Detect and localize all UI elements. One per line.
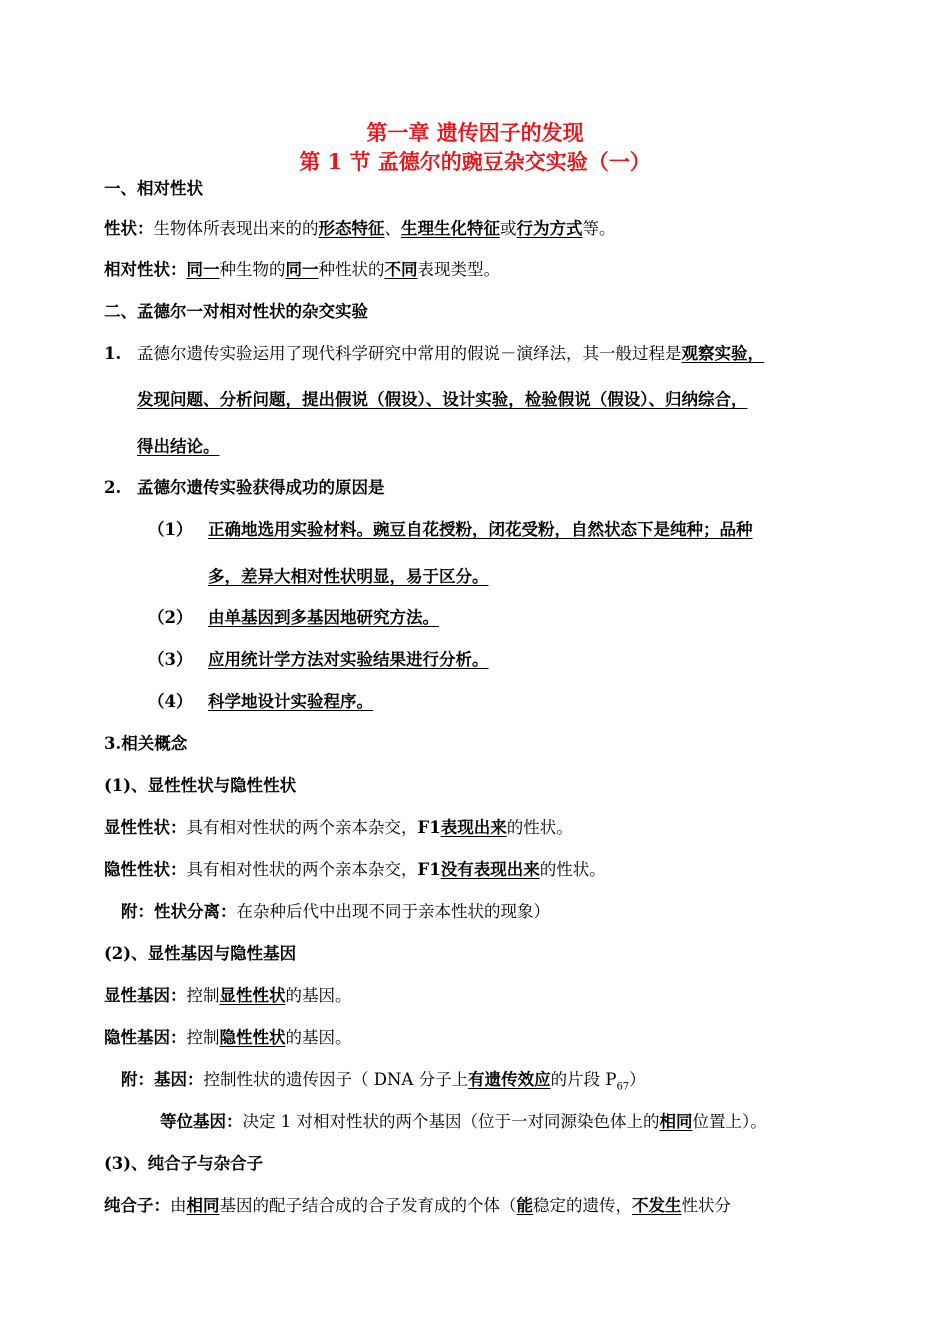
relative-trait-definition	[104, 259, 500, 281]
subheading-genes: (2)、显性基因与隐性基因	[104, 944, 297, 963]
key-term: 相同	[186, 1196, 220, 1215]
text: 、	[384, 219, 401, 238]
text: 基因的配子结合成的合子发育成的个体（	[219, 1196, 517, 1215]
term-label: 显性基因：	[104, 986, 187, 1005]
dominant-gene-definition	[104, 985, 352, 1007]
text: 控制	[186, 1028, 220, 1047]
subheading-traits: (1)、显性性状与隐性性状	[104, 776, 297, 795]
trait-definition	[104, 218, 616, 240]
recessive-gene-definition	[104, 1027, 352, 1049]
text: 的基因。	[285, 1028, 352, 1047]
homozygote-definition	[104, 1195, 731, 1217]
page-subscript: 67	[616, 1081, 630, 1093]
method-line-2: 发现问题、分析问题，提出假说（假设）、设计实验，检验假说（假设）、归纳综合，	[137, 390, 748, 409]
text: 等。	[582, 219, 616, 238]
text: 控制	[186, 986, 220, 1005]
term-label: 等位基因：	[160, 1112, 243, 1131]
text: 性状分	[681, 1196, 731, 1215]
reason-text: 科学地设计实验程序。	[208, 692, 373, 711]
reason-number: （4）	[148, 692, 193, 711]
key-term: 隐性性状	[219, 1028, 286, 1047]
subheading-zygotes: (3)、纯合子与杂合子	[104, 1154, 264, 1173]
method-line-3: 得出结论。	[137, 437, 220, 456]
text: ）	[629, 1070, 646, 1089]
text: 种性状的	[318, 260, 385, 279]
text: 稳定的遗传，	[533, 1196, 632, 1215]
success-reasons-intro: 孟德尔遗传实验获得成功的原因是	[137, 478, 385, 497]
term-label: 附：基因：	[121, 1070, 204, 1089]
dominant-trait-definition	[104, 817, 573, 839]
text: 的片段 P	[550, 1070, 617, 1089]
text: 孟德尔遗传实验运用了现代科学研究中常用的假说－演绎法，其一般过程是	[137, 344, 682, 363]
section-title: 第 1 节 孟德尔的豌豆杂交实验（一）	[299, 149, 651, 174]
generation-label: F1	[417, 818, 441, 837]
key-term: 同一	[186, 260, 220, 279]
key-term: 表现出来	[440, 818, 507, 837]
text: 具有相对性状的两个亲本杂交，	[186, 860, 418, 879]
text: 位置上）。	[692, 1112, 767, 1131]
key-term: 显性性状	[219, 986, 286, 1005]
key-term: 有遗传效应	[468, 1070, 551, 1089]
heading-relative-traits: 一、相对性状	[104, 179, 203, 198]
reason-number: （2）	[148, 608, 193, 627]
key-term: 观察实验，	[681, 344, 764, 363]
reason-text: 由单基因到多基因地研究方法。	[208, 608, 439, 627]
item-number: 1.	[104, 344, 122, 363]
text: 具有相对性状的两个亲本杂交，	[186, 818, 418, 837]
key-term: 相同	[659, 1112, 693, 1131]
chapter-title: 第一章 遗传因子的发现	[366, 120, 584, 145]
term-label: 相对性状：	[104, 260, 187, 279]
reason-number: （1）	[148, 520, 193, 539]
text: 种生物的	[219, 260, 286, 279]
text: 或	[500, 219, 517, 238]
term-label: 隐性性状：	[104, 860, 187, 879]
term-label: 纯合子：	[104, 1196, 170, 1215]
term-label: 隐性基因：	[104, 1028, 187, 1047]
reason-text: 应用统计学方法对实验结果进行分析。	[208, 650, 489, 669]
recessive-trait-definition	[104, 859, 606, 881]
reason-number: （3）	[148, 650, 193, 669]
reason-text-continued: 多，差异大相对性状明显，易于区分。	[208, 567, 489, 586]
reason-text: 正确地选用实验材料。豌豆自花授粉，闭花受粉，自然状态下是纯种；品种	[208, 520, 753, 539]
text: 决定 1 对相对性状的两个基因（位于一对同源染色体上的	[242, 1112, 660, 1131]
heading-concepts: 3.相关概念	[104, 734, 188, 753]
key-term: 形态特征	[318, 219, 385, 238]
text: 的基因。	[285, 986, 352, 1005]
heading-hybrid-experiment: 二、孟德尔一对相对性状的杂交实验	[104, 302, 368, 321]
key-term: 同一	[285, 260, 319, 279]
text: 在杂种后代中出现不同于亲本性状的现象）	[236, 902, 550, 921]
gene-note	[121, 1069, 646, 1098]
key-term: 不同	[384, 260, 418, 279]
item-number: 2.	[104, 478, 122, 497]
text: 生物体所表现出来的的	[153, 219, 319, 238]
method-line-1	[137, 343, 764, 365]
term-label: 附：性状分离：	[121, 902, 237, 921]
text: 的性状。	[506, 818, 573, 837]
segregation-note	[121, 901, 550, 923]
text: 由	[170, 1196, 187, 1215]
allele-definition	[160, 1111, 767, 1133]
text: 控制性状的遗传因子（ DNA 分子上	[203, 1070, 469, 1089]
key-term: 生理生化特征	[401, 219, 500, 238]
key-term: 没有表现出来	[440, 860, 540, 879]
text: 表现类型。	[417, 260, 500, 279]
term-label: 性状：	[104, 219, 154, 238]
term-label: 显性性状：	[104, 818, 187, 837]
key-term: 行为方式	[516, 219, 583, 238]
key-term: 不发生	[632, 1196, 682, 1215]
key-term: 能	[516, 1196, 533, 1215]
generation-label: F1	[417, 860, 441, 879]
text: 的性状。	[539, 860, 606, 879]
